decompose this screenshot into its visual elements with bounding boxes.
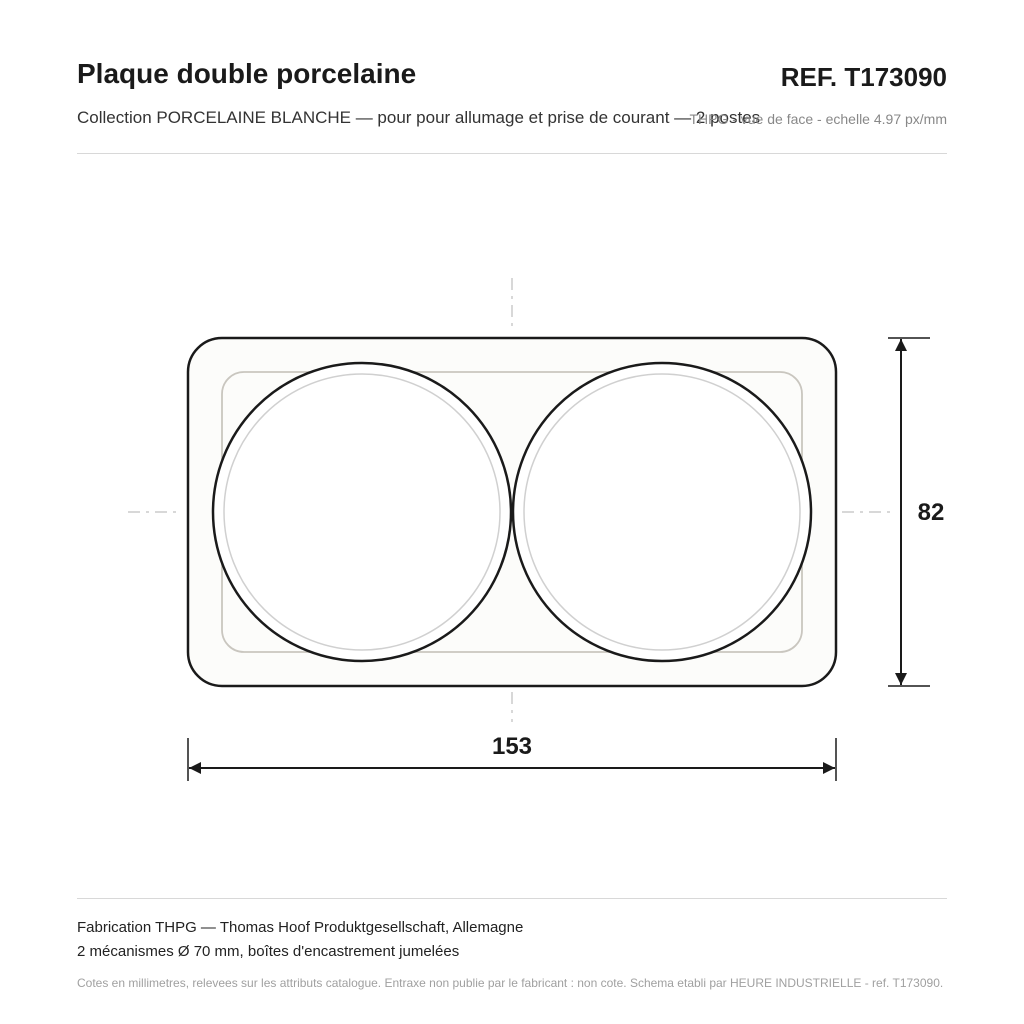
- width-dimension-label: 153: [491, 733, 533, 760]
- height-dimension-label: 82: [917, 499, 945, 526]
- view-scale-note: THPG - vue de face - echelle 4.97 px/mm: [689, 111, 947, 127]
- mechanism-spec-line: 2 mécanismes Ø 70 mm, boîtes d'encastrement jumelées: [77, 943, 460, 960]
- page-subtitle: Collection PORCELAINE BLANCHE — pour pour allumage et prise de courant — 2 postes: [77, 108, 761, 127]
- mechanism-cup-right: [513, 363, 811, 661]
- product-reference: REF. T173090: [780, 62, 947, 92]
- page-title: Plaque double porcelaine: [77, 58, 417, 89]
- manufacturer-line: Fabrication THPG — Thomas Hoof Produktgesellschaft, Allemagne: [77, 919, 524, 936]
- mechanism-cup-left: [213, 363, 511, 661]
- footer-divider: [77, 898, 947, 899]
- footnote: Cotes en millimetres, relevees sur les attributs catalogue. Entraxe non publie par le fabricant : non cote. Schema etabli par HEURE INDUSTRIELLE - ref. T173090.: [77, 976, 944, 990]
